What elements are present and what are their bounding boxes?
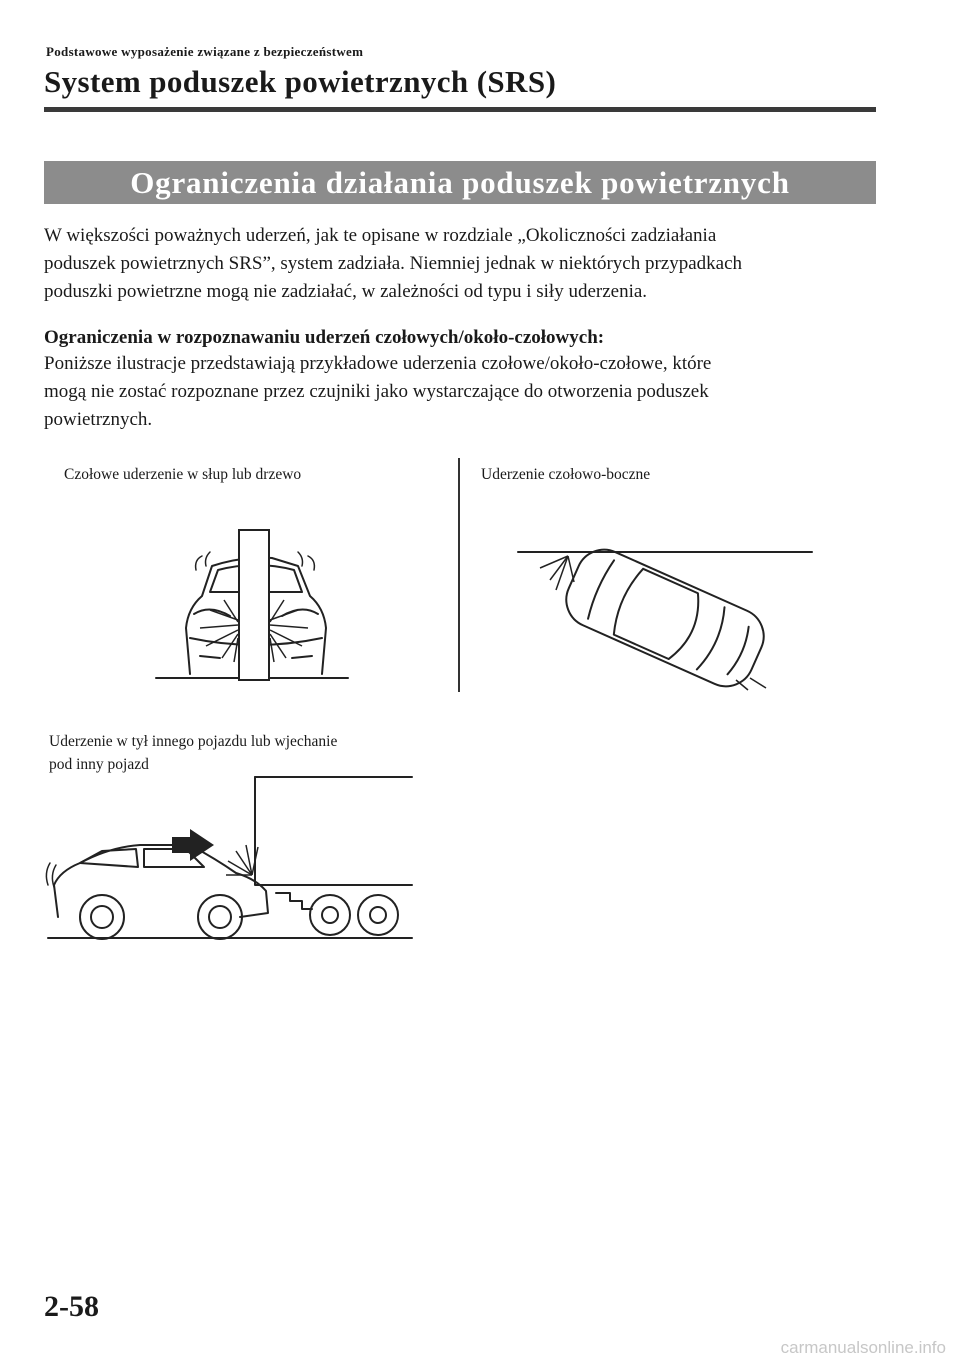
side-impact-caption: Uderzenie czołowo-boczne <box>481 466 651 483</box>
sub-paragraph <box>44 350 884 434</box>
rear-caption-line: Uderzenie w tył innego pojazdu lub wjechanie <box>49 733 338 750</box>
rear-caption-line: pod inny pojazd <box>49 756 149 773</box>
title-rule <box>44 107 876 112</box>
sub-line: Poniższe ilustracje przedstawiają przykładowe uderzenia czołowe/około-czołowe, które <box>44 353 712 374</box>
side-impact-illustration <box>510 540 820 690</box>
page-number: 2-58 <box>44 1290 99 1323</box>
section-heading: Ograniczenia działania poduszek powietrznych <box>130 164 790 200</box>
intro-line: W większości poważnych uderzeń, jak te opisane w rozdziale „Okoliczności zadziałania <box>44 225 717 246</box>
intro-line: poduszek powietrznych SRS”, system zadziała. Niemniej jednak w niektórych przypadkach <box>44 253 743 274</box>
intro-line: poduszki powietrzne mogą nie zadziałać, w zależności od typu i siły uderzenia. <box>44 281 648 302</box>
pole <box>239 530 269 680</box>
pole-impact-caption: Czołowe uderzenie w słup lub drzewo <box>64 466 302 483</box>
section-heading-band <box>44 161 876 204</box>
intro-paragraph <box>44 222 884 306</box>
pole-impact-illustration <box>150 530 360 690</box>
figure-divider <box>458 458 460 692</box>
rear-impact-illustration <box>40 775 415 945</box>
subheading: Ograniczenia w rozpoznawaniu uderzeń czołowych/około-czołowych: <box>44 327 605 348</box>
sub-line: powietrznych. <box>44 409 153 430</box>
rear-impact-caption <box>49 730 429 776</box>
section-label: Podstawowe wyposażenie związane z bezpieczeństwem <box>46 44 364 59</box>
watermark: carmanualsonline.info <box>780 1338 946 1357</box>
direction-arrow-icon <box>172 829 214 861</box>
sub-line: mogą nie zostać rozpoznane przez czujniki jako wystarczające do otworzenia poduszek <box>44 381 709 402</box>
chapter-title: System poduszek powietrznych (SRS) <box>44 64 557 99</box>
